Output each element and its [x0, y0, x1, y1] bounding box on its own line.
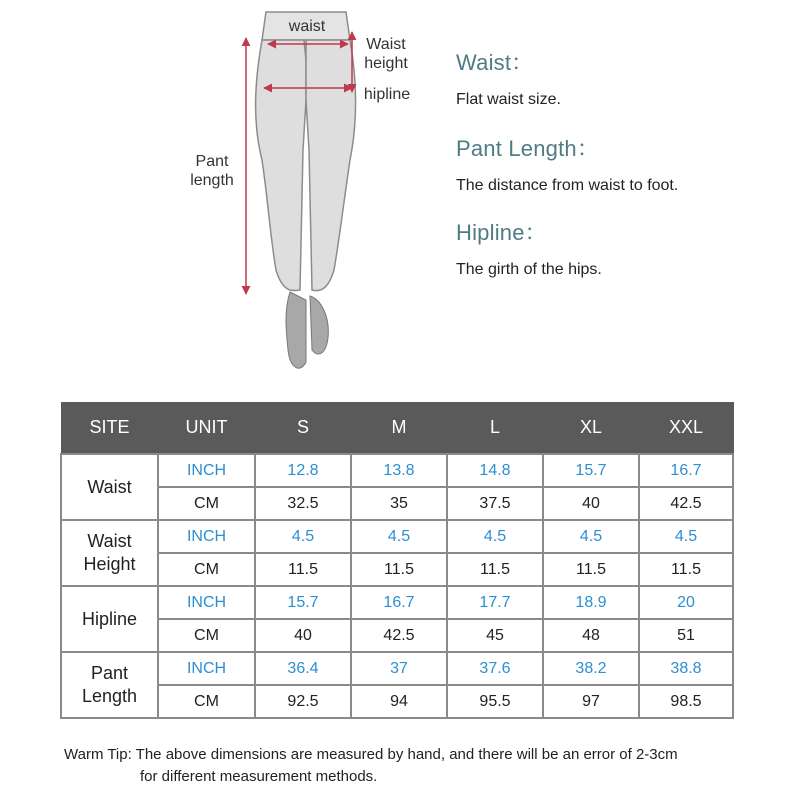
right-shoe	[310, 296, 328, 354]
diagram-waist-height-line1: Waist	[366, 36, 406, 53]
table-body	[61, 454, 733, 718]
cm-value-cell: 95.5	[447, 685, 543, 718]
inch-value-cell: 37	[351, 652, 447, 685]
cm-value-cell: 37.5	[447, 487, 543, 520]
unit-inch-cell: INCH	[158, 586, 255, 619]
table-row-cm	[61, 487, 733, 520]
inch-value-cell: 15.7	[543, 454, 639, 487]
warm-tip	[64, 744, 764, 788]
unit-inch-cell: INCH	[158, 520, 255, 553]
site-cell	[61, 454, 158, 520]
cm-value-cell: 94	[351, 685, 447, 718]
warm-tip-line1: Warm Tip: The above dimensions are measured by hand, and there will be an error of 2-3cm	[64, 746, 678, 763]
diagram-waist-height-label	[356, 35, 416, 73]
cm-value-cell: 11.5	[447, 553, 543, 586]
diagram-pant-length-line1: Pant	[195, 153, 229, 170]
site-label: Height	[83, 554, 136, 574]
unit-cm-cell: CM	[158, 685, 255, 718]
table-row-inch	[61, 454, 733, 487]
cm-value-cell: 45	[447, 619, 543, 652]
inch-value-cell: 37.6	[447, 652, 543, 685]
diagram-pant-length-line2: length	[190, 172, 234, 189]
inch-value-cell: 13.8	[351, 454, 447, 487]
header-size-m: M	[351, 402, 447, 454]
cm-value-cell: 98.5	[639, 685, 733, 718]
cm-value-cell: 51	[639, 619, 733, 652]
table-row-cm	[61, 619, 733, 652]
header-size-xxl: XXL	[639, 402, 733, 454]
inch-value-cell: 38.2	[543, 652, 639, 685]
cm-value-cell: 97	[543, 685, 639, 718]
left-shoe	[286, 292, 306, 368]
definition-title: Pant Length：	[456, 136, 600, 161]
cm-value-cell: 42.5	[351, 619, 447, 652]
inch-value-cell: 4.5	[639, 520, 733, 553]
site-label: Length	[81, 686, 138, 706]
cm-value-cell: 35	[351, 487, 447, 520]
table-row-inch	[61, 652, 733, 685]
inch-value-cell: 15.7	[255, 586, 351, 619]
definition-text: Flat waist size.	[456, 91, 561, 108]
cm-value-cell: 92.5	[255, 685, 351, 718]
inch-value-cell: 36.4	[255, 652, 351, 685]
cm-value-cell: 11.5	[351, 553, 447, 586]
diagram-waist-height-line2: height	[364, 55, 408, 72]
unit-cm-cell: CM	[158, 487, 255, 520]
table-row-inch	[61, 520, 733, 553]
cm-value-cell: 48	[543, 619, 639, 652]
definition-text: The girth of the hips.	[456, 261, 602, 278]
definition-waist	[456, 46, 561, 109]
inch-value-cell: 4.5	[255, 520, 351, 553]
header-size-l: L	[447, 402, 543, 454]
header-size-s: S	[255, 402, 351, 454]
definition-title: Waist：	[456, 50, 534, 75]
definition-hipline	[456, 216, 602, 279]
header-site: SITE	[61, 402, 158, 454]
header-unit: UNIT	[158, 402, 255, 454]
cm-value-cell: 42.5	[639, 487, 733, 520]
cm-value-cell: 40	[255, 619, 351, 652]
cm-value-cell: 32.5	[255, 487, 351, 520]
left-leg	[256, 40, 306, 291]
warm-tip-line2: for different measurement methods.	[140, 768, 378, 785]
site-label: Hipline	[81, 608, 138, 629]
size-chart-table	[60, 402, 734, 719]
diagram-waist-label: waist	[288, 18, 326, 35]
unit-cm-cell: CM	[158, 619, 255, 652]
header-size-xl: XL	[543, 402, 639, 454]
diagram-pant-length-label	[180, 152, 244, 190]
site-cell	[61, 652, 158, 718]
inch-value-cell: 18.9	[543, 586, 639, 619]
unit-inch-cell: INCH	[158, 454, 255, 487]
cm-value-cell: 40	[543, 487, 639, 520]
inch-value-cell: 17.7	[447, 586, 543, 619]
definition-text: The distance from waist to foot.	[456, 177, 679, 194]
inch-value-cell: 12.8	[255, 454, 351, 487]
table-row-inch	[61, 586, 733, 619]
inch-value-cell: 16.7	[639, 454, 733, 487]
site-cell	[61, 520, 158, 586]
cm-value-cell: 11.5	[639, 553, 733, 586]
table-row-cm	[61, 685, 733, 718]
cm-value-cell: 11.5	[255, 553, 351, 586]
inch-value-cell: 4.5	[543, 520, 639, 553]
unit-cm-cell: CM	[158, 553, 255, 586]
diagram-hipline-label: hipline	[363, 86, 411, 103]
unit-inch-cell: INCH	[158, 652, 255, 685]
shoes	[286, 292, 328, 368]
inch-value-cell: 4.5	[447, 520, 543, 553]
table-header-row	[61, 402, 733, 454]
inch-value-cell: 4.5	[351, 520, 447, 553]
definition-title: Hipline：	[456, 220, 547, 245]
definition-pant-length	[456, 132, 678, 195]
site-label: Waist	[87, 476, 132, 497]
inch-value-cell: 38.8	[639, 652, 733, 685]
right-leg	[306, 40, 356, 291]
inch-value-cell: 14.8	[447, 454, 543, 487]
inch-value-cell: 20	[639, 586, 733, 619]
site-label: Pant	[90, 663, 129, 683]
leggings-figure	[256, 12, 356, 291]
site-label: Waist	[87, 531, 132, 551]
inch-value-cell: 16.7	[351, 586, 447, 619]
site-cell	[61, 586, 158, 652]
table-row-cm	[61, 553, 733, 586]
cm-value-cell: 11.5	[543, 553, 639, 586]
